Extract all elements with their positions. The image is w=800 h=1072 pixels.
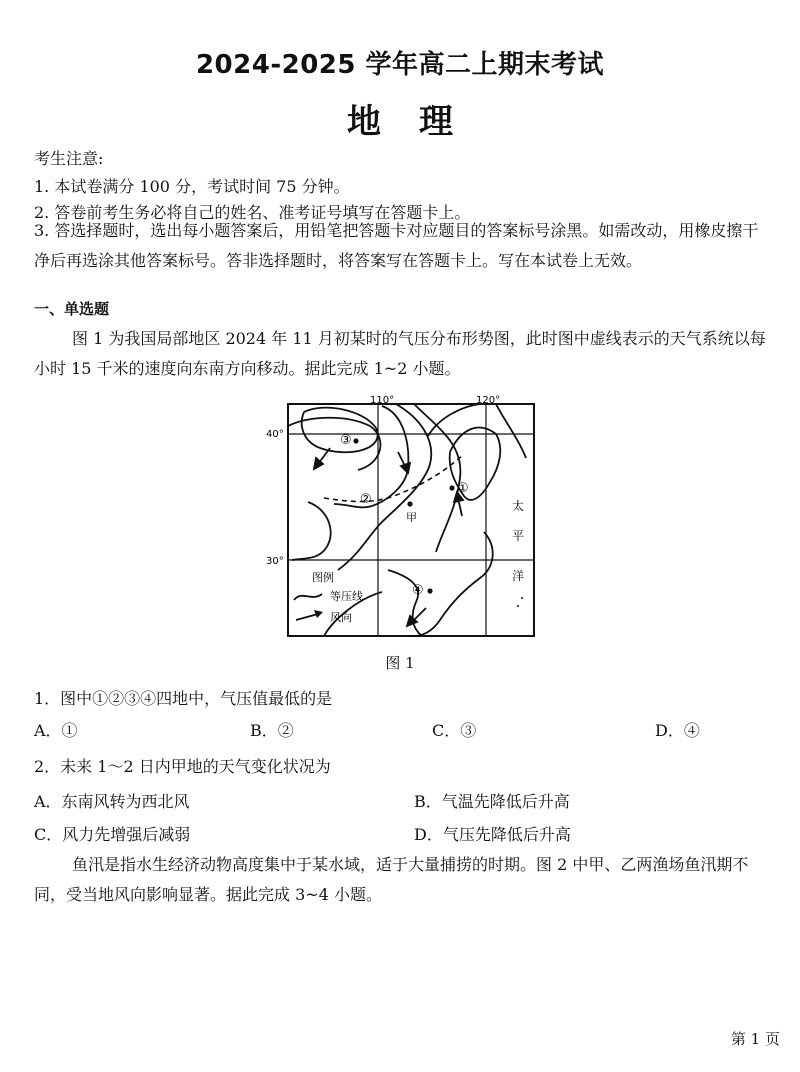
front-dashed-line xyxy=(324,454,464,502)
isobar-9 xyxy=(388,570,422,636)
question-2-option-b: B．气温先降低后升高 xyxy=(414,792,570,811)
ocean-label-char-2: 平 xyxy=(512,529,525,543)
point-3-label: ③ xyxy=(340,433,352,448)
notice-item-1: 1. 本试卷满分 100 分，考试时间 75 分钟。 xyxy=(34,177,350,196)
label-lon-110: 110° xyxy=(370,395,395,406)
island-dot-2 xyxy=(517,605,519,607)
question-1-option-b: B．② xyxy=(250,721,294,740)
isobar-8 xyxy=(414,532,493,636)
question-2-stem: 2．未来 1～2 日内甲地的天气变化状况为 xyxy=(34,757,331,776)
legend-wind-label: 风向 xyxy=(330,611,352,624)
isobar-7 xyxy=(292,502,331,560)
isobar-4 xyxy=(338,404,431,570)
point-2-label: ② xyxy=(360,492,372,507)
subject-title: 地理 xyxy=(347,102,491,142)
question-2-option-c: C．风力先增强后减弱 xyxy=(34,825,191,844)
label-lat-30: 30° xyxy=(266,556,284,567)
legend-isobar-label: 等压线 xyxy=(330,590,363,603)
ocean-label-char-1: 太 xyxy=(512,499,525,513)
question-2-option-d: D．气压先降低后升高 xyxy=(414,825,571,844)
ocean-label-char-3: 洋 xyxy=(512,569,525,583)
question-1-option-c: C．③ xyxy=(432,721,477,740)
section-heading-single-choice: 一、单选题 xyxy=(34,300,110,318)
figure1-caption: 图 1 xyxy=(385,654,415,672)
section1-intro: 图 1 为我国局部地区 2024 年 11 月初某时的气压分布形势图，此时图中虚线表示的天气系统以每小时 15 千米的速度向东南方向移动。据此完成 1~2 小题。 xyxy=(34,329,766,378)
point-4-dot xyxy=(427,588,432,593)
notice-heading: 考生注意: xyxy=(34,149,104,168)
notice-item-3: 3. 答选择题时，选出每小题答案后，用铅笔把答题卡对应题目的答案标号涂黑。如需改动，用橡皮擦干净后再选涂其他答案标号。答非选择题时，将答案写在答题卡上。写在本试卷上无效。 xyxy=(34,221,759,270)
question-1-stem: 1．图中①②③④四地中，气压值最低的是 xyxy=(34,689,333,708)
point-1-label: ① xyxy=(457,481,469,496)
section2-intro: 鱼汛是指水生经济动物高度集中于某水域，适于大量捕捞的时期。图 2 中甲、乙两渔场鱼汛期不同，受当地风向影响显著。据此完成 3~4 小题。 xyxy=(34,855,749,904)
legend-isobar-symbol xyxy=(294,594,322,600)
exam-title: 2024-2025 学年高二上期末考试 xyxy=(195,50,605,80)
label-lat-40: 40° xyxy=(266,429,284,440)
label-lon-120: 120° xyxy=(476,395,501,406)
legend-title: 图例 xyxy=(312,571,334,584)
place-jia-label: 甲 xyxy=(406,511,417,524)
place-jia-dot xyxy=(407,501,412,506)
wind-arrow-2-head xyxy=(401,463,410,473)
point-3-dot xyxy=(353,438,358,443)
question-1-option-d: D．④ xyxy=(655,721,700,740)
question-1-option-a: A．① xyxy=(34,721,78,740)
legend-wind-symbol xyxy=(296,614,318,620)
page-number: 第 1 页 xyxy=(730,1030,780,1048)
point-1-dot xyxy=(449,485,454,490)
figure1-map xyxy=(264,392,550,642)
point-4-label: ④ xyxy=(412,583,424,598)
question-2-option-a: A．东南风转为西北风 xyxy=(34,792,190,811)
island-dot-1 xyxy=(521,597,523,599)
notice-item-2: 2. 答卷前考生务必将自己的姓名、准考证号填写在答题卡上。 xyxy=(34,203,471,222)
figure1-map-svg xyxy=(264,392,550,642)
isobar-6 xyxy=(428,404,480,436)
